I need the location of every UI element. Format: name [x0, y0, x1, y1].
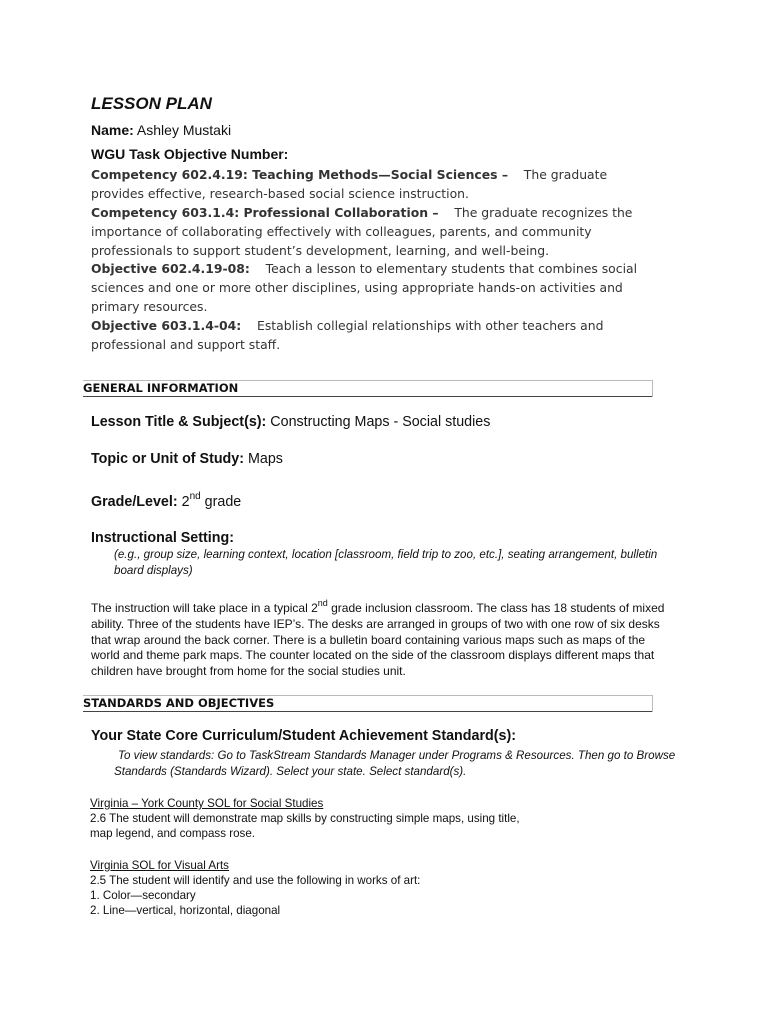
setting-superscript: nd: [317, 598, 328, 608]
section-title: STANDARDS AND OBJECTIVES: [83, 696, 275, 710]
document-title: LESSON PLAN: [91, 94, 212, 113]
sol-visual-arts-line: 1. Color—secondary: [90, 889, 196, 902]
section-header-standards: [83, 695, 653, 712]
topic-label: Topic or Unit of Study:: [91, 451, 245, 467]
setting-hint: (e.g., group size, learning context, location [classroom, field trip to zoo, etc.], seating arrangement, bulletin board displays): [114, 548, 658, 577]
section-divider: [83, 396, 652, 397]
sol-social-studies-title: Virginia – York County SOL for Social Studies: [90, 797, 324, 810]
core-standards-heading: Your State Core Curriculum/Student Achievement Standard(s):: [91, 728, 516, 744]
instructional-setting-label: Instructional Setting:: [91, 530, 234, 546]
objective-text: Establish collegial relationships with other teachers and professional and support staff.: [91, 318, 604, 352]
section-header-general: [83, 380, 653, 397]
objective-label: Objective 602.4.19-08:: [91, 261, 250, 276]
objective-item: [91, 204, 661, 260]
sol-visual-arts-title: Virginia SOL for Visual Arts: [90, 859, 229, 872]
grade-label: Grade/Level:: [91, 494, 178, 510]
grade-superscript: nd: [189, 491, 201, 502]
setting-description: [91, 598, 671, 679]
lesson-title-row: [91, 414, 490, 430]
objective-text: The graduate recognizes the importance of collaborating effectively with colleagues, parents, and community professionals to support student’s development, learning, and well-being.: [91, 205, 633, 258]
grade-word: grade: [204, 494, 242, 510]
objective-item: [91, 166, 661, 204]
grade-row: [91, 491, 242, 510]
section-divider: [83, 711, 652, 712]
objective-text: The graduate provides effective, research-based social science instruction.: [91, 167, 608, 201]
grade-number: 2: [181, 494, 190, 510]
objective-label: Objective 603.1.4-04:: [91, 318, 242, 333]
setting-text-start: The instruction will take place in a typical 2: [91, 601, 318, 615]
objective-label: Competency 602.4.19: Teaching Methods—Social Sciences –: [91, 167, 509, 182]
objective-item: [91, 260, 661, 316]
objective-item: [91, 317, 661, 355]
lesson-title-label: Lesson Title & Subject(s):: [91, 414, 267, 430]
sol-visual-arts-line: 2.5 The student will identify and use the following in works of art:: [90, 874, 421, 887]
name-row: [91, 122, 231, 138]
standards-hint: To view standards: Go to TaskStream Standards Manager under Programs & Resources. Then go to Browse Standards (Standards Wizard). Select your state. Select standard(s).: [114, 749, 676, 778]
sol-social-studies-line: map legend, and compass rose.: [90, 827, 255, 840]
name-value: Ashley Mustaki: [136, 122, 232, 138]
wgu-objective-heading: WGU Task Objective Number:: [91, 146, 289, 162]
topic-row: [91, 451, 283, 467]
objective-label: Competency 603.1.4: Professional Collaboration –: [91, 205, 439, 220]
topic-value: Maps: [248, 451, 283, 467]
sol-visual-arts-line: 2. Line—vertical, horizontal, diagonal: [90, 904, 281, 917]
objective-text: Teach a lesson to elementary students that combines social sciences and one or more other disciplines, using appropriate hands-on activities and primary resources.: [91, 261, 638, 314]
section-title: GENERAL INFORMATION: [83, 381, 239, 395]
name-label: Name:: [91, 122, 134, 138]
lesson-title-value: Constructing Maps - Social studies: [270, 414, 491, 430]
sol-social-studies-line: 2.6 The student will demonstrate map skills by constructing simple maps, using title,: [90, 812, 520, 825]
setting-text-end: grade inclusion classroom. The class has 18 students of mixed ability. Three of the students have IEP’s. The desks are arranged in groups of two with one row of six desks that wrap around the back corner. There is a bulletin board containing various maps such as maps of the world and theme park maps. The counter located on the side of the classroom displays different maps that children have brought from home for the social studies unit.: [91, 601, 665, 678]
